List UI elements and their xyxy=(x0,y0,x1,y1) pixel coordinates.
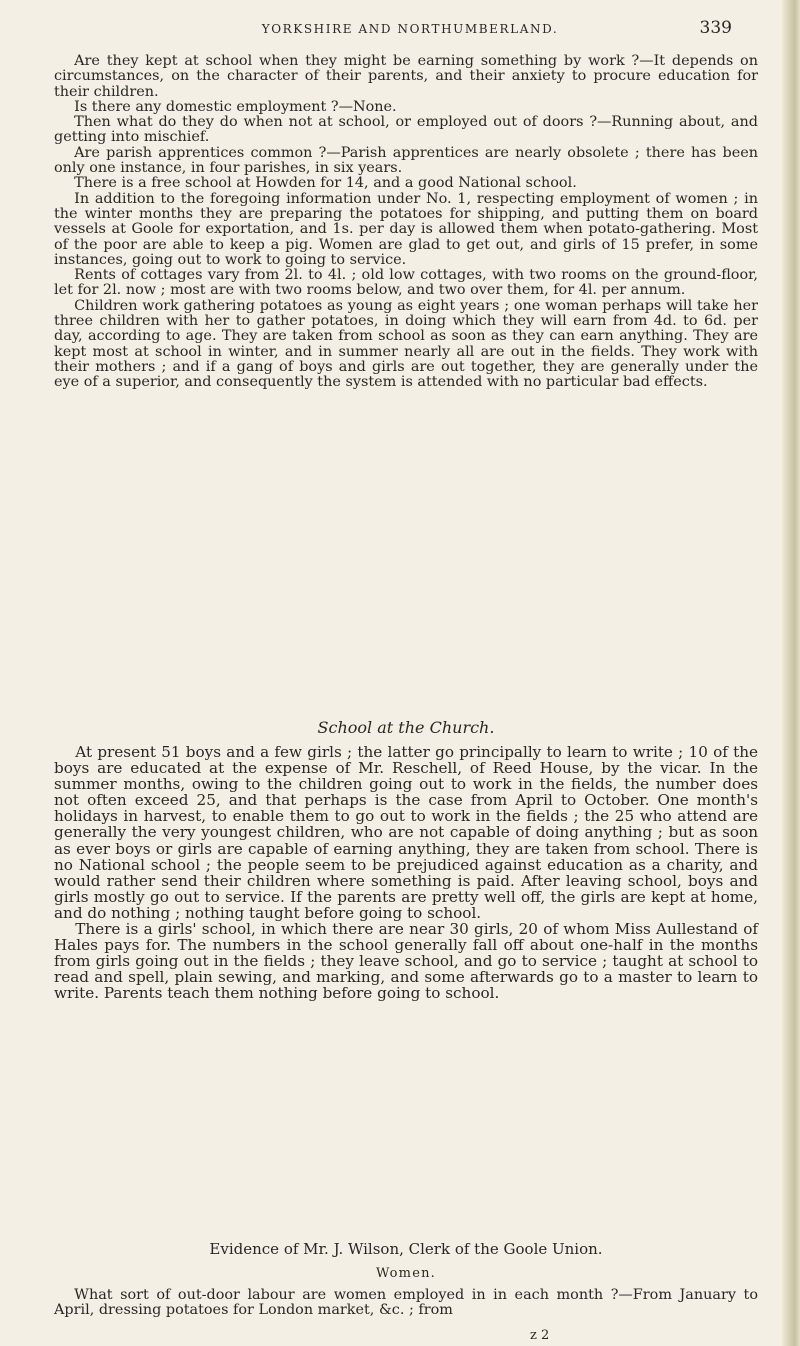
evidence-heading: Evidence of Mr. J. Wilson, Clerk of the Goole Union. xyxy=(209,1240,603,1258)
signature-mark: z 2 xyxy=(530,1328,550,1343)
section-heading-church: School at the Church. xyxy=(317,718,495,737)
paragraph: Is there any domestic employment ?—None. xyxy=(74,98,397,115)
page-header xyxy=(60,18,760,42)
body-text-bottom xyxy=(54,1288,758,1319)
body-text-top xyxy=(54,54,758,391)
paragraph: Children work gathering potatoes as young as eight years ; one woman perhaps will take her three children with her to gather potatoes, in doing which they will earn from 4d. to 6d. per day, according to age. They are taken from school as soon as they can earn anything. They are kept most at school in winter, and in summer nearly all are out in the fields. They work with their mothers ; and if a gang of boys and girls are out together, they are generally under the eye of a superior, and consequently the system is attended with no particular bad effects. xyxy=(54,297,758,391)
binding-edge xyxy=(782,0,800,1346)
paragraph: There is a free school at Howden for 14, and a good National school. xyxy=(74,175,577,192)
page-number: 339 xyxy=(699,18,732,38)
paragraph: Are parish apprentices common ?—Parish apprentices are nearly obsolete ; there has been only one instance, in four parishes, in six years. xyxy=(54,144,758,177)
running-head: YORKSHIRE AND NORTHUMBERLAND. xyxy=(261,22,559,36)
body-text-church xyxy=(54,744,758,1002)
paragraph: In addition to the foregoing information under No. 1, respecting employment of women ; in the winter months they are preparing the potatoes for shipping, and putting them on board vessels at Goole for exportation, and 1s. per day is allowed them when potato-gathering. Most of the poor are able to keep a pig. Women are glad to get out, and girls of 15 prefer, in some instances, going out to work to going to service. xyxy=(54,190,758,268)
paragraph: There is a girls' school, in which there are near 30 girls, 20 of whom Miss Aullestand of Hales pays for. The numbers in the school generally fall off about one-half in the months from girls going out in the fields ; they leave school, and go to service ; taught at school to read and spell, plain sewing, and marking, and some afterwards go to a master to learn to write. Parents teach them nothing before going to school. xyxy=(54,920,758,1003)
paragraph: At present 51 boys and a few girls ; the latter go principally to learn to write ; 10 of the boys are educated at the expense of Mr. Reschell, of Reed House, by the vicar. In the summer months, owing to the children going out to work in the fields, the number does not often exceed 25, and that perhaps is the case from April to October. One month's holidays in harvest, to enable them to go out to work in the fields ; the 25 who attend are generally the very youngest children, who are not capable of doing anything ; but as soon as ever boys or girls are capable of earning anything, they are taken from school. There is no National school ; the people seem to be prejudiced against education as a charity, and would rather send their children where something is paid. After leaving school, boys and girls mostly go out to service. If the parents are pretty well off, the girls are kept at home, and do nothing ; nothing taught before going to school. xyxy=(54,743,758,922)
paragraph: What sort of out-door labour are women employed in in each month ?—From January to April, dressing potatoes for London market, &c. ; from xyxy=(54,1287,758,1319)
women-heading: Women. xyxy=(375,1266,437,1281)
paragraph: Then what do they do when not at school, or employed out of doors ?—Running about, and getting into mischief. xyxy=(54,114,758,146)
paragraph: Rents of cottages vary from 2l. to 4l. ; old low cottages, with two rooms on the ground-floor, let for 2l. now ; most are with two rooms below, and two over them, for 4l. per annum. xyxy=(54,267,758,299)
paragraph: Are they kept at school when they might be earning something by work ?—It depends on circumstances, on the character of their parents, and their anxiety to procure education for their children. xyxy=(54,53,758,100)
